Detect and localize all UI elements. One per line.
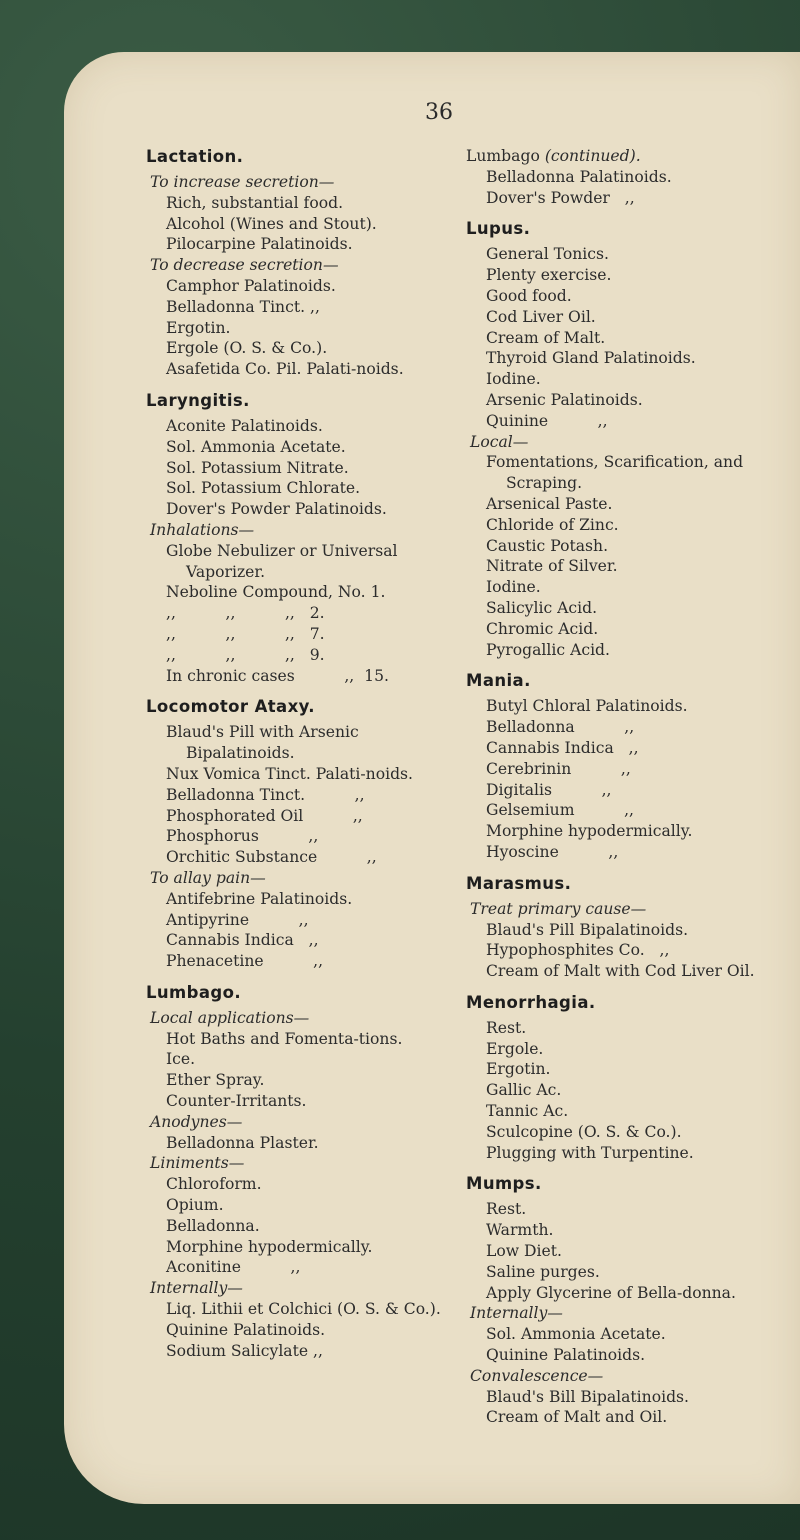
list-item: Nitrate of Silver. <box>486 557 618 576</box>
list-item: Gelsemium ,, <box>486 801 634 820</box>
list-item: Plugging with Turpentine. <box>486 1143 694 1162</box>
list-item: Arsenical Paste. <box>486 494 613 513</box>
subheading: Treat primary cause— <box>470 899 647 918</box>
list-item: Neboline Compound, No. 1. <box>166 583 386 602</box>
list-item: Chloroform. <box>166 1175 262 1194</box>
list-item: Dover's Powder ,, <box>486 188 635 207</box>
subheading: Inhalations— <box>150 520 255 539</box>
right-column <box>466 146 766 1428</box>
list-item: Ergotin. <box>486 1060 551 1079</box>
list-item: Antifebrine Palatinoids. <box>166 889 353 908</box>
list-item: Rest. <box>486 1200 527 1219</box>
list-item: Sol. Potassium Chlorate. <box>166 479 361 498</box>
list-item: Sol. Ammonia Acetate. <box>166 437 346 456</box>
list-item: Ergole. <box>486 1039 544 1058</box>
list-item: Good food. <box>486 286 572 305</box>
list-item: Belladonna Tinct. ,, <box>166 785 365 804</box>
list-item: Arsenic Palatinoids. <box>486 390 643 409</box>
section-heading: Menorrhagia. <box>466 992 596 1012</box>
list-item: Saline purges. <box>486 1262 600 1281</box>
list-item: Cream of Malt. <box>486 328 606 347</box>
list-item: Nux Vomica Tinct. Palati-noids. <box>166 764 414 783</box>
list-item: Pilocarpine Palatinoids. <box>166 235 353 254</box>
list-item: Rich, substantial food. <box>166 193 344 212</box>
subheading: Internally— <box>150 1279 243 1298</box>
list-item: Cream of Malt with Cod Liver Oil. <box>486 962 755 981</box>
list-item: Apply Glycerine of Bella-donna. <box>486 1283 736 1302</box>
list-item: Liq. Lithii et Colchici (O. S. & Co.). <box>166 1300 441 1319</box>
section-heading: Locomotor Ataxy. <box>146 697 315 717</box>
list-item: Counter-Irritants. <box>166 1092 307 1111</box>
list-item: Quinine ,, <box>486 411 608 430</box>
section-heading: Lactation. <box>146 147 244 166</box>
list-item: Ice. <box>166 1050 196 1069</box>
list-item: Cannabis Indica ,, <box>166 931 319 950</box>
list-item: Belladonna Plaster. <box>166 1133 319 1152</box>
list-item: Fomentations, Scarification, and Scraping. <box>486 453 744 493</box>
list-item: Sculcopine (O. S. & Co.). <box>486 1122 682 1141</box>
subheading: Liniments— <box>150 1154 245 1173</box>
list-item: ,, ,, ,, 2. <box>166 604 325 623</box>
list-item: Sodium Salicylate ,, <box>166 1341 323 1360</box>
list-item: Caustic Potash. <box>486 536 609 555</box>
list-item: Rest. <box>486 1018 527 1037</box>
list-item: Thyroid Gland Palatinoids. <box>486 349 696 368</box>
list-item: Quinine Palatinoids. <box>486 1346 646 1365</box>
list-item: Asafetida Co. Pil. Palati-noids. <box>166 360 404 379</box>
list-item: Cannabis Indica ,, <box>486 738 639 757</box>
section-heading: Laryngitis. <box>146 390 250 410</box>
list-item: Belladonna ,, <box>486 718 635 737</box>
list-item: Opium. <box>166 1196 224 1215</box>
list-item: Belladonna Palatinoids. <box>486 167 672 186</box>
subheading: To increase secretion— <box>150 173 335 191</box>
list-item: Blaud's Pill Bipalatinoids. <box>486 920 689 939</box>
list-item: Camphor Palatinoids. <box>166 276 336 295</box>
continued-heading-title: Lumbago <box>466 147 540 165</box>
list-item: Ergotin. <box>166 318 231 337</box>
list-item: Orchitic Substance ,, <box>166 848 377 867</box>
section-heading: Lupus. <box>466 219 531 239</box>
list-item: Morphine hypodermically. <box>486 822 693 841</box>
section-heading: Mumps. <box>466 1174 542 1194</box>
list-item: Pyrogallic Acid. <box>486 640 610 659</box>
list-item: Salicylic Acid. <box>486 598 598 617</box>
list-item: Butyl Chloral Palatinoids. <box>486 697 688 716</box>
left-column <box>146 146 446 1361</box>
list-item: Ergole (O. S. & Co.). <box>166 339 328 358</box>
list-item: Iodine. <box>486 370 541 389</box>
list-item: Aconitine ,, <box>166 1258 301 1277</box>
list-item: Blaud's Pill with Arsenic Bipalatinoids. <box>166 723 359 763</box>
list-item: Iodine. <box>486 578 541 597</box>
list-item: Gallic Ac. <box>486 1081 562 1100</box>
list-item: Belladonna. <box>166 1216 260 1235</box>
list-item: ,, ,, ,, 9. <box>166 645 325 664</box>
page-number: 36 <box>425 100 453 125</box>
list-item: Hyoscine ,, <box>486 842 619 861</box>
list-item: Aconite Palatinoids. <box>166 416 323 435</box>
list-item: Phosphorated Oil ,, <box>166 806 363 825</box>
list-item: Sol. Ammonia Acetate. <box>486 1325 666 1344</box>
continued-label: (continued). <box>544 147 641 165</box>
list-item: Plenty exercise. <box>486 266 612 285</box>
list-item: In chronic cases ,, 15. <box>166 666 389 685</box>
list-item: Chromic Acid. <box>486 619 599 638</box>
list-item: Digitalis ,, <box>486 780 612 799</box>
list-item: Phosphorus ,, <box>166 827 319 846</box>
list-item: Blaud's Bill Bipalatinoids. <box>486 1387 690 1406</box>
list-item: Phenacetine ,, <box>166 952 324 971</box>
list-item: Hot Baths and Fomenta-tions. <box>166 1029 403 1048</box>
list-item: Hypophosphites Co. ,, <box>486 941 670 960</box>
list-item: Antipyrine ,, <box>166 910 309 929</box>
list-item: Chloride of Zinc. <box>486 515 619 534</box>
section-heading: Marasmus. <box>466 873 572 893</box>
subheading: To allay pain— <box>150 868 266 887</box>
list-item: ,, ,, ,, 7. <box>166 624 325 643</box>
list-item: Cod Liver Oil. <box>486 307 596 326</box>
list-item: Cerebrinin ,, <box>486 759 631 778</box>
section-heading: Mania. <box>466 671 531 691</box>
list-item: Cream of Malt and Oil. <box>486 1408 668 1427</box>
list-item: Morphine hypodermically. <box>166 1237 373 1256</box>
list-item: General Tonics. <box>486 245 609 264</box>
list-item: Belladonna Tinct. ,, <box>166 297 320 316</box>
list-item: Dover's Powder Palatinoids. <box>166 500 387 519</box>
list-item: Globe Nebulizer or Universal Vaporizer. <box>166 541 398 581</box>
section-heading: Lumbago. <box>146 982 242 1002</box>
subheading: Local applications— <box>150 1008 310 1027</box>
subheading: To decrease secretion— <box>150 256 339 275</box>
list-item: Warmth. <box>486 1221 554 1240</box>
list-item: Tannic Ac. <box>486 1102 569 1121</box>
list-item: Alcohol (Wines and Stout). <box>166 214 377 233</box>
subheading: Anodynes— <box>150 1112 243 1131</box>
subheading: Convalescence— <box>470 1366 604 1385</box>
continued-heading <box>466 146 766 167</box>
list-item: Ether Spray. <box>166 1071 265 1090</box>
list-item: Low Diet. <box>486 1242 562 1261</box>
list-item: Quinine Palatinoids. <box>166 1320 326 1339</box>
subheading: Local— <box>470 432 529 451</box>
subheading: Internally— <box>470 1304 563 1323</box>
list-item: Sol. Potassium Nitrate. <box>166 458 349 477</box>
